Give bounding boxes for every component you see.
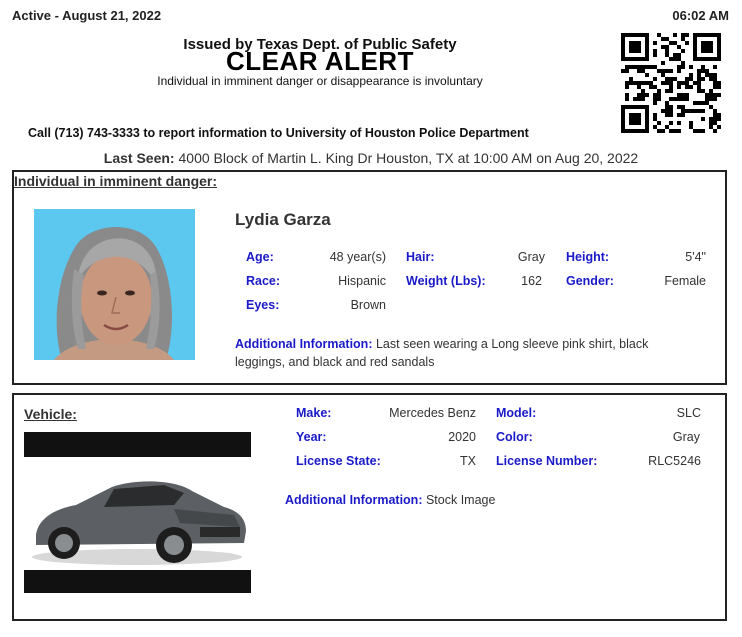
race-label: Race: xyxy=(246,274,281,288)
last-seen xyxy=(0,150,742,166)
person-photo xyxy=(34,209,195,360)
weight-value: 162 xyxy=(521,274,542,288)
alert-subtitle: Individual in imminent danger or disappearance is involuntary xyxy=(157,74,483,88)
year-label: Year: xyxy=(296,430,327,444)
make-label: Make: xyxy=(296,406,332,420)
vehicle-additional-label: Additional Information: xyxy=(285,493,423,507)
hair-value: Gray xyxy=(517,250,545,264)
race-value: Hispanic xyxy=(338,274,386,288)
last-seen-label: Last Seen: xyxy=(103,150,175,166)
weight-label: Weight (Lbs): xyxy=(406,274,486,288)
eyes-label: Eyes: xyxy=(246,298,280,312)
height-value: 5'4" xyxy=(685,250,706,264)
age-label: Age: xyxy=(246,250,274,264)
qr-code-icon xyxy=(620,33,722,133)
alert-time: 06:02 AM xyxy=(672,8,729,23)
alert-title: CLEAR ALERT xyxy=(226,46,414,76)
vehicle-additional-info xyxy=(285,491,705,509)
gender-label: Gender: xyxy=(566,274,614,288)
color-label: Color: xyxy=(496,430,533,444)
height-label: Height: xyxy=(566,250,610,264)
model-label: Model: xyxy=(496,406,537,420)
person-additional-label: Additional Information: xyxy=(235,337,373,351)
license-number-value: RLC5246 xyxy=(648,454,701,468)
year-value: 2020 xyxy=(448,430,476,444)
gender-value: Female xyxy=(664,274,706,288)
color-value: Gray xyxy=(672,430,700,444)
person-additional-info xyxy=(235,335,685,371)
eyes-value: Brown xyxy=(350,298,386,312)
license-state-value: TX xyxy=(460,454,476,468)
last-seen-value: 4000 Block of Martin L. King Dr Houston, TX at 10:00 AM on Aug 20, 2022 xyxy=(178,150,639,166)
status-date: Active - August 21, 2022 xyxy=(12,8,162,23)
make-value: Mercedes Benz xyxy=(389,406,476,420)
age-value: 48 year(s) xyxy=(329,250,386,264)
issued-by: Issued by Texas Dept. of Public Safety xyxy=(183,36,457,53)
license-state-label: License State: xyxy=(296,454,381,468)
model-value: SLC xyxy=(676,406,701,420)
license-number-label: License Number: xyxy=(496,454,598,468)
individual-section-title: Individual in imminent danger: xyxy=(14,173,218,189)
vehicle-additional-text: Stock Image xyxy=(425,493,496,507)
person-additional-text: Last seen wearing a Long sleeve pink shirt, black leggings, and black and red sandals xyxy=(235,337,649,369)
vehicle-section-title: Vehicle: xyxy=(24,406,77,422)
person-name: Lydia Garza xyxy=(235,210,331,229)
vehicle-photo xyxy=(24,457,251,570)
call-instructions: Call (713) 743-3333 to report information to University of Houston Police Department xyxy=(28,126,529,140)
hair-label: Hair: xyxy=(406,250,435,264)
